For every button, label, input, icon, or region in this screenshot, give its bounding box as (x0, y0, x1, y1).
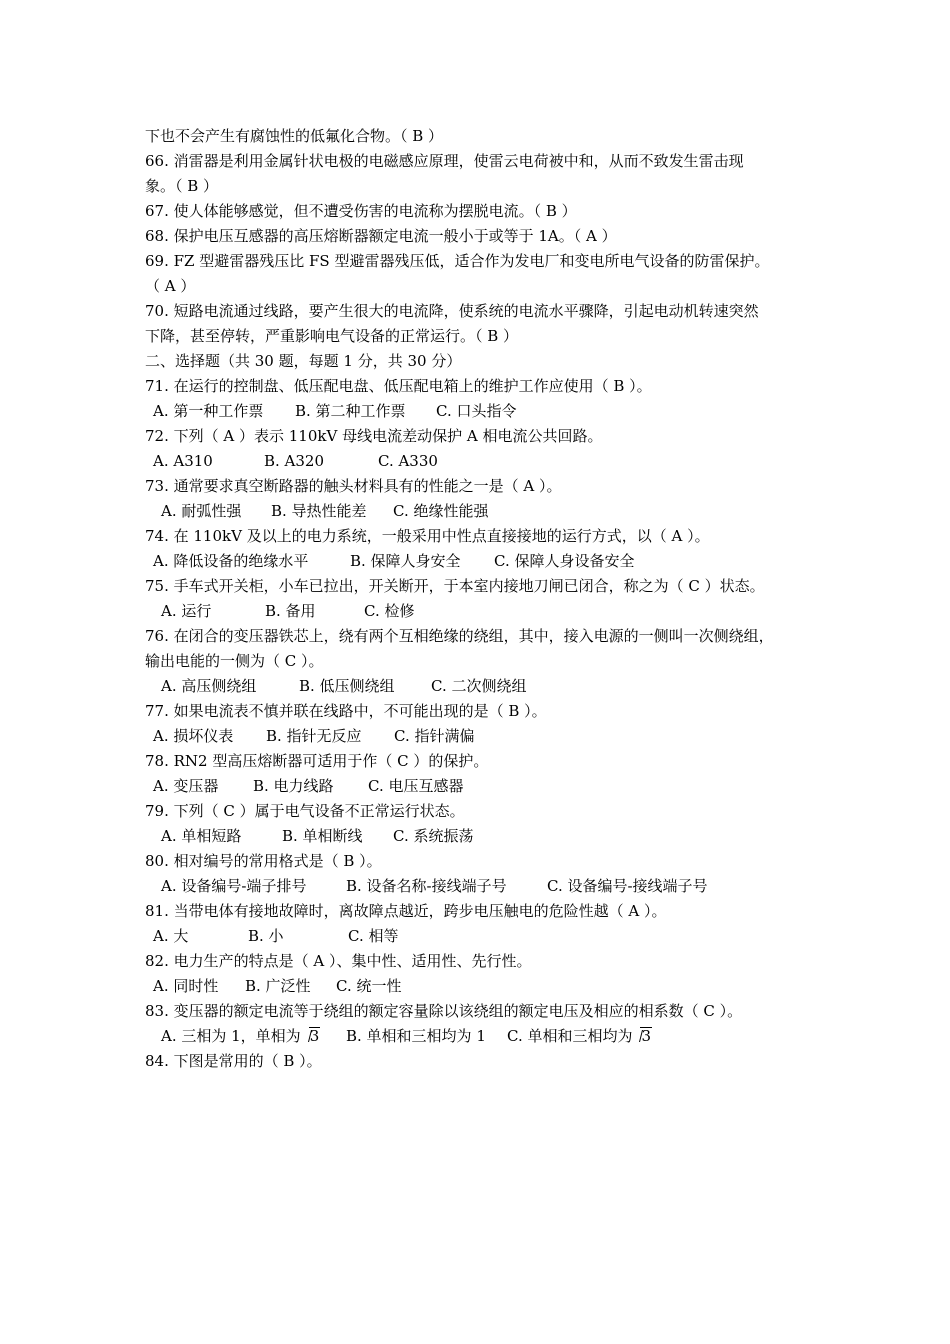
options-72 (145, 449, 835, 473)
question-78: 78. RN2 型高压熔断器可适用于作（ C ）的保护。 (145, 752, 489, 770)
option-b: B. 广泛性 (245, 977, 311, 995)
question-83: 83. 变压器的额定电流等于绕组的额定容量除以该绕组的额定电压及相应的相系数（ C ）。 (145, 1002, 743, 1020)
options-82 (145, 974, 835, 998)
option-b: B. 低压侧绕组 (299, 677, 395, 695)
sqrt-symbol (633, 1024, 652, 1048)
options-76 (145, 674, 835, 698)
question-74: 74. 在 110kV 及以上的电力系统，一般采用中性点直接接地的运行方式，以（ A ）。 (145, 527, 710, 545)
option-c: C. 二次侧绕组 (431, 677, 527, 695)
question-73: 73. 通常要求真空断路器的触头材料具有的性能之一是（ A ）。 (145, 477, 562, 495)
option-c: C. A330 (378, 452, 438, 470)
option-c: C. 保障人身设备安全 (494, 552, 635, 570)
option-c: C. 设备编号-接线端子号 (547, 877, 708, 895)
question-68: 68. 保护电压互感器的高压熔断器额定电流一般小于或等于 1A。（ A ） (145, 227, 617, 245)
question-70: 70. 短路电流通过线路，要产生很大的电流降，使系统的电流水平骤降，引起电动机转速突然 (145, 302, 759, 320)
sqrt-symbol (302, 1024, 321, 1048)
option-a: A. 损坏仪表 (153, 727, 234, 745)
options-75 (145, 599, 835, 623)
option-b: B. 单相断线 (282, 827, 363, 845)
options-71 (145, 399, 835, 423)
question-79: 79. 下列（ C ）属于电气设备不正常运行状态。 (145, 802, 465, 820)
options-78 (145, 774, 835, 798)
option-b: B. 保障人身安全 (350, 552, 461, 570)
option-c: C. 系统振荡 (393, 827, 474, 845)
option-c: C. 统一性 (336, 977, 402, 995)
question-84: 84. 下图是常用的（ B ）。 (145, 1052, 322, 1070)
options-79 (145, 824, 835, 848)
option-a: A. 同时性 (153, 977, 219, 995)
option-a: A. 高压侧绕组 (161, 677, 257, 695)
option-a: A. 单相短路 (161, 827, 242, 845)
option-a: A. 大 (153, 927, 189, 945)
question-81: 81. 当带电体有接地故障时，离故障点越近，跨步电压触电的危险性越（ A ）。 (145, 902, 667, 920)
option-c: C. 绝缘性能强 (393, 502, 489, 520)
question-69: 69. FZ 型避雷器残压比 FS 型避雷器残压低，适合作为发电厂和变电所电气设备的防雷保护。 (145, 252, 770, 270)
option-b: B. 第二种工作票 (295, 402, 406, 420)
option-c: C. 指针满偏 (394, 727, 475, 745)
option-c: C. 电压互感器 (368, 777, 464, 795)
option-a: A. 运行 (161, 602, 212, 620)
option-b: B. A320 (264, 452, 325, 470)
option-a: A. 第一种工作票 (153, 402, 264, 420)
option-a: A. 耐弧性强 (161, 502, 242, 520)
section-heading: 二、选择题（共 30 题，每题 1 分，共 30 分） (145, 352, 462, 370)
option-a-text: A. 三相为 1，单相为 (161, 1027, 301, 1045)
question-71: 71. 在运行的控制盘、低压配电盘、低压配电箱上的维护工作应使用（ B ）。 (145, 377, 652, 395)
option-c: C. 相等 (348, 927, 399, 945)
option-a (161, 1024, 320, 1048)
text-line: （ A ） (145, 277, 196, 295)
option-a: A. A310 (153, 452, 213, 470)
question-82: 82. 电力生产的特点是（ A ）、集中性、适用性、先行性。 (145, 952, 532, 970)
option-c-text: C. 单相和三相均为 (507, 1027, 633, 1045)
question-76: 76. 在闭合的变压器铁芯上，绕有两个互相绝缘的绕组，其中，接入电源的一侧叫一次侧绕组， (145, 627, 774, 645)
option-b: B. 导热性能差 (271, 502, 367, 520)
option-b: B. 设备名称-接线端子号 (346, 877, 507, 895)
option-b: B. 备用 (265, 602, 316, 620)
option-c: C. 口头指令 (436, 402, 517, 420)
option-b: B. 电力线路 (253, 777, 334, 795)
question-77: 77. 如果电流表不慎并联在线路中，不可能出现的是（ B ）。 (145, 702, 547, 720)
options-73 (145, 499, 835, 523)
question-72: 72. 下列（ A ）表示 110kV 母线电流差动保护 A 相电流公共回路。 (145, 427, 603, 445)
option-b: B. 小 (248, 927, 284, 945)
text-line: 象。（ B ） (145, 177, 219, 195)
question-67: 67. 使人体能够感觉，但不遭受伤害的电流称为摆脱电流。（ B ） (145, 202, 577, 220)
option-c: C. 检修 (364, 602, 415, 620)
text-line: 下也不会产生有腐蚀性的低氟化合物。（ B ） (145, 127, 444, 145)
text-line: 输出电能的一侧为（ C ）。 (145, 652, 324, 670)
options-77 (145, 724, 835, 748)
sqrt-radicand: 3 (309, 1027, 320, 1045)
options-83 (145, 1024, 835, 1048)
sqrt-radicand: 3 (641, 1027, 652, 1045)
options-80 (145, 874, 835, 898)
question-75: 75. 手车式开关柜，小车已拉出，开关断开，于本室内接地刀闸已闭合，称之为（ C ）状态。 (145, 577, 765, 595)
option-c (507, 1024, 652, 1048)
options-74 (145, 549, 835, 573)
option-a: A. 设备编号-端子排号 (161, 877, 307, 895)
option-b: B. 指针无反应 (266, 727, 362, 745)
question-80: 80. 相对编号的常用格式是（ B ）。 (145, 852, 382, 870)
text-line: 下降，甚至停转，严重影响电气设备的正常运行。（ B ） (145, 327, 519, 345)
question-66: 66. 消雷器是利用金属针状电极的电磁感应原理，使雷云电荷被中和，从而不致发生雷击现 (145, 152, 744, 170)
options-81 (145, 924, 835, 948)
option-a: A. 变压器 (153, 777, 219, 795)
option-a: A. 降低设备的绝缘水平 (153, 552, 309, 570)
option-b: B. 单相和三相均为 1 (346, 1027, 486, 1045)
